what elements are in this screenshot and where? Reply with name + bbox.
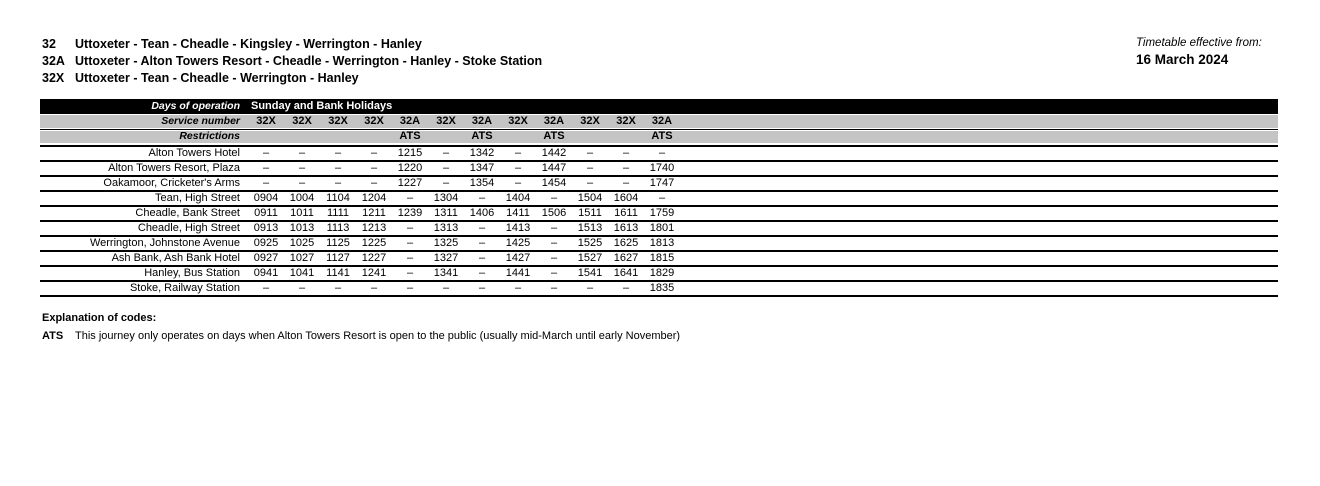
stop-row — [40, 145, 1278, 160]
service-number-cell: 32A — [399, 115, 421, 127]
time-cell: 1354 — [469, 177, 495, 189]
effective-date: 16 March 2024 — [1136, 52, 1229, 67]
time-cell: 1813 — [649, 237, 675, 249]
time-cell: – — [334, 147, 342, 159]
time-cell: – — [262, 177, 270, 189]
time-cell: – — [442, 282, 450, 294]
time-cell: 0927 — [253, 252, 279, 264]
restriction-cell — [572, 130, 608, 143]
stop-name: Stoke, Railway Station — [129, 282, 240, 294]
time-cell: 1241 — [361, 267, 387, 279]
stop-name: Oakamoor, Cricketer's Arms — [103, 177, 240, 189]
row-filler — [680, 192, 1278, 205]
effective-from-label: Timetable effective from: — [1136, 37, 1262, 49]
time-cell: 0904 — [253, 192, 279, 204]
stop-name: Werrington, Johnstone Avenue — [89, 237, 240, 249]
row-filler — [680, 282, 1278, 295]
stop-row — [40, 220, 1278, 235]
time-cell: 1127 — [326, 252, 350, 264]
time-cell: 1406 — [469, 207, 495, 219]
time-cell: – — [298, 282, 306, 294]
route-number: 32A — [42, 54, 65, 68]
restriction-cell: ATS — [651, 130, 673, 142]
service-number-cell: 32A — [543, 115, 565, 127]
time-cell: – — [622, 177, 630, 189]
service-number-label: Service number — [161, 115, 240, 127]
stop-row — [40, 205, 1278, 220]
stop-row — [40, 235, 1278, 250]
time-cell: 1313 — [433, 222, 459, 234]
time-cell: 1411 — [506, 207, 530, 219]
service-number-cell: 32A — [651, 115, 673, 127]
effective-date-block — [1136, 36, 1276, 87]
stop-name: Ash Bank, Ash Bank Hotel — [111, 252, 240, 264]
time-cell: 1211 — [362, 207, 386, 219]
route-description: Uttoxeter - Tean - Cheadle - Kingsley - Werrington - Hanley — [75, 37, 422, 51]
stop-row — [40, 175, 1278, 190]
code-description: This journey only operates on days when Alton Towers Resort is open to the public (usually mid-March until early November) — [75, 330, 681, 342]
time-cell: – — [334, 162, 342, 174]
time-cell: – — [550, 282, 558, 294]
time-cell: 0941 — [253, 267, 279, 279]
time-cell: 1815 — [649, 252, 675, 264]
row-filler — [680, 147, 1278, 160]
time-cell: 0911 — [254, 207, 278, 219]
time-cell: – — [478, 222, 486, 234]
time-cell: 1227 — [397, 177, 423, 189]
row-filler — [680, 237, 1278, 250]
time-cell: 1025 — [289, 237, 315, 249]
time-cell: – — [586, 282, 594, 294]
time-cell: – — [298, 162, 306, 174]
code-key: ATS — [42, 330, 64, 342]
time-cell: 1829 — [649, 267, 675, 279]
stop-name: Cheadle, High Street — [137, 222, 240, 234]
time-cell: – — [586, 147, 594, 159]
row-filler — [680, 267, 1278, 280]
stop-name: Tean, High Street — [155, 192, 240, 204]
time-cell: – — [406, 237, 414, 249]
time-cell: 1427 — [505, 252, 531, 264]
time-cell: – — [478, 237, 486, 249]
timetable — [40, 99, 1278, 297]
time-cell: – — [622, 162, 630, 174]
time-cell: 1225 — [361, 237, 387, 249]
time-cell: 1442 — [541, 147, 567, 159]
time-cell: 1311 — [434, 207, 458, 219]
time-cell: 1611 — [614, 207, 638, 219]
time-cell: – — [514, 147, 522, 159]
time-cell: 1541 — [577, 267, 603, 279]
stop-row — [40, 190, 1278, 205]
time-cell: 1113 — [326, 222, 350, 234]
time-cell: 1327 — [433, 252, 459, 264]
time-cell: 1227 — [361, 252, 387, 264]
restriction-cell — [320, 130, 356, 143]
stop-row — [40, 160, 1278, 175]
time-cell: – — [370, 282, 378, 294]
time-cell: 1425 — [505, 237, 531, 249]
row-filler — [680, 115, 1278, 128]
time-cell: 1801 — [649, 222, 675, 234]
time-cell: 1342 — [469, 147, 495, 159]
stop-row — [40, 280, 1278, 295]
time-cell: – — [370, 177, 378, 189]
service-number-cell: 32X — [436, 115, 456, 127]
code-line — [42, 329, 1320, 344]
codes-section — [42, 310, 1320, 344]
time-cell: – — [406, 282, 414, 294]
time-cell: – — [550, 252, 558, 264]
service-number-cell: 32X — [256, 115, 276, 127]
time-cell: 1239 — [397, 207, 423, 219]
time-cell: 1215 — [397, 147, 423, 159]
time-cell: – — [514, 282, 522, 294]
time-cell: – — [370, 162, 378, 174]
days-of-operation-row — [40, 99, 1278, 114]
stop-row — [40, 265, 1278, 280]
time-cell: – — [586, 177, 594, 189]
time-cell: 1111 — [326, 207, 350, 219]
time-cell: – — [478, 192, 486, 204]
time-cell: 1511 — [578, 207, 602, 219]
restriction-cell: ATS — [471, 130, 493, 142]
stop-row — [40, 250, 1278, 265]
time-cell: 0913 — [253, 222, 279, 234]
page-header — [0, 0, 1320, 87]
time-cell: 1613 — [613, 222, 639, 234]
time-cell: 1740 — [649, 162, 675, 174]
time-cell: 1011 — [290, 207, 314, 219]
time-cell: – — [442, 147, 450, 159]
time-cell: 1525 — [577, 237, 603, 249]
time-cell: 1504 — [577, 192, 603, 204]
time-cell: 1141 — [326, 267, 350, 279]
row-filler — [680, 222, 1278, 235]
restriction-cell — [248, 130, 284, 143]
time-cell: 1527 — [577, 252, 603, 264]
restrictions-row — [40, 129, 1278, 143]
time-cell: – — [658, 192, 666, 204]
route-line — [42, 53, 542, 70]
row-filler — [680, 130, 1278, 143]
time-cell: – — [550, 222, 558, 234]
time-cell: 1325 — [433, 237, 459, 249]
time-cell: – — [334, 177, 342, 189]
time-cell: – — [478, 282, 486, 294]
time-cell: 0925 — [253, 237, 279, 249]
restriction-cell — [356, 130, 392, 143]
time-cell: – — [550, 267, 558, 279]
days-of-operation-label: Days of operation — [151, 100, 240, 112]
time-cell: – — [550, 237, 558, 249]
days-of-operation-value: Sunday and Bank Holidays — [251, 100, 393, 112]
time-cell: 1627 — [613, 252, 639, 264]
route-line — [42, 70, 542, 87]
time-cell: 1041 — [289, 267, 315, 279]
row-filler — [680, 177, 1278, 190]
service-number-cell: 32X — [328, 115, 348, 127]
codes-heading: Explanation of codes: — [42, 312, 157, 324]
time-cell: 1220 — [397, 162, 423, 174]
service-number-cell: 32X — [616, 115, 636, 127]
time-cell: – — [406, 267, 414, 279]
time-cell: – — [262, 147, 270, 159]
time-cell: 1454 — [541, 177, 567, 189]
route-description: Uttoxeter - Alton Towers Resort - Cheadle - Werrington - Hanley - Stoke Station — [75, 54, 543, 68]
time-cell: – — [370, 147, 378, 159]
row-filler — [680, 162, 1278, 175]
time-cell: 1441 — [505, 267, 531, 279]
time-cell: – — [514, 162, 522, 174]
time-cell: – — [406, 252, 414, 264]
time-cell: – — [442, 162, 450, 174]
time-cell: 1404 — [505, 192, 531, 204]
restriction-cell: ATS — [543, 130, 565, 142]
route-description: Uttoxeter - Tean - Cheadle - Werrington - Hanley — [75, 71, 359, 85]
time-cell: – — [550, 192, 558, 204]
time-cell: – — [658, 147, 666, 159]
restrictions-label: Restrictions — [179, 130, 240, 142]
time-cell: 1835 — [649, 282, 675, 294]
restriction-cell — [284, 130, 320, 143]
restriction-cell — [428, 130, 464, 143]
time-cell: – — [442, 177, 450, 189]
time-cell: 1604 — [613, 192, 639, 204]
time-cell: – — [622, 282, 630, 294]
time-cell: 1027 — [289, 252, 315, 264]
time-cell: 1759 — [649, 207, 675, 219]
time-cell: – — [262, 162, 270, 174]
row-filler — [680, 207, 1278, 220]
stop-name: Alton Towers Resort, Plaza — [108, 162, 240, 174]
time-cell: 1125 — [326, 237, 350, 249]
restriction-cell — [608, 130, 644, 143]
time-cell: 1213 — [361, 222, 387, 234]
service-number-row — [40, 115, 1278, 128]
time-cell: – — [406, 222, 414, 234]
time-cell: 1447 — [541, 162, 567, 174]
time-cell: – — [478, 252, 486, 264]
time-cell: 1513 — [577, 222, 603, 234]
time-cell: – — [334, 282, 342, 294]
time-cell: – — [298, 147, 306, 159]
time-cell: 1204 — [361, 192, 387, 204]
time-cell: – — [406, 192, 414, 204]
stop-name: Cheadle, Bank Street — [135, 207, 240, 219]
route-list — [42, 36, 542, 87]
time-cell: – — [262, 282, 270, 294]
route-number: 32 — [42, 37, 56, 51]
time-cell: 1506 — [541, 207, 567, 219]
time-cell: 1104 — [326, 192, 350, 204]
time-cell: 1304 — [433, 192, 459, 204]
route-line — [42, 36, 542, 53]
restriction-cell: ATS — [399, 130, 421, 142]
time-cell: 1341 — [433, 267, 459, 279]
time-cell: – — [622, 147, 630, 159]
row-filler — [680, 252, 1278, 265]
time-cell: 1004 — [289, 192, 315, 204]
service-number-cell: 32X — [508, 115, 528, 127]
time-cell: 1747 — [649, 177, 675, 189]
time-cell: 1013 — [289, 222, 315, 234]
service-number-cell: 32X — [364, 115, 384, 127]
stop-name: Alton Towers Hotel — [148, 147, 240, 159]
time-cell: – — [514, 177, 522, 189]
service-number-cell: 32A — [471, 115, 493, 127]
service-number-cell: 32X — [292, 115, 312, 127]
time-cell: 1641 — [613, 267, 639, 279]
route-number: 32X — [42, 71, 65, 85]
time-cell: – — [298, 177, 306, 189]
restriction-cell — [500, 130, 536, 143]
time-cell: – — [478, 267, 486, 279]
time-cell: 1625 — [613, 237, 639, 249]
service-number-cell: 32X — [580, 115, 600, 127]
time-cell: 1347 — [469, 162, 495, 174]
stop-name: Hanley, Bus Station — [144, 267, 240, 279]
time-cell: – — [586, 162, 594, 174]
time-cell: 1413 — [505, 222, 531, 234]
